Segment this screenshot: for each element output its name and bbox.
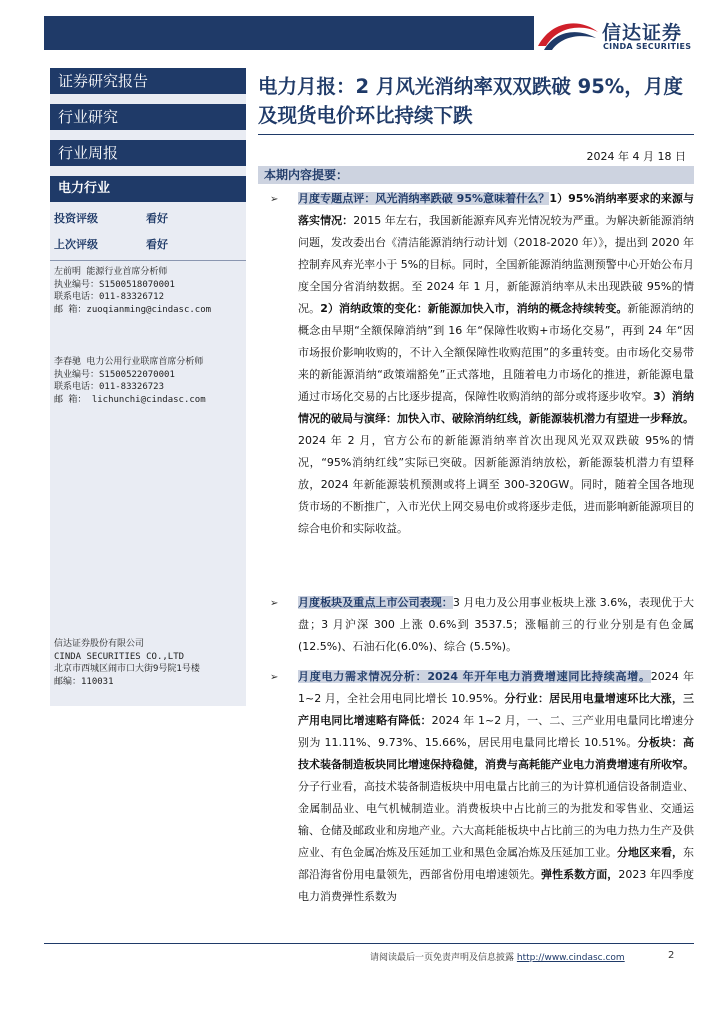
bullet-paragraph	[298, 666, 694, 908]
analyst-email[interactable]: 邮 箱：zuoqianming@cindasc.com	[54, 304, 212, 315]
bullet-text: 2024 年 1~2 月，全社会用电同比增长 10.95%。	[298, 670, 694, 705]
bullet-subhead: 3）消纳情况的破局与演绎：加快入市、破除消纳红线，新能源装机潜力有望进一步释放。	[298, 390, 695, 425]
bullet-arrow-icon: ➢	[270, 598, 279, 609]
bullet-subhead: 分板块：高技术装备制造板块同比增速保持稳健，消费与高耗能产业电力消费增速有所收窄。	[298, 736, 695, 771]
report-type-label: 证券研究报告	[50, 68, 246, 94]
company-info	[54, 638, 246, 688]
header-bar	[44, 16, 534, 50]
bullet-subhead: 1）95%消纳率要求的来源与落实情况：	[298, 192, 694, 227]
website-link[interactable]: http://www.cindasc.com	[516, 953, 625, 963]
company-name-cn: 信达证券股份有限公司	[54, 639, 145, 649]
analyst-block	[54, 266, 246, 316]
prev-rating-label: 上次评级	[54, 238, 98, 251]
company-address: 北京市西城区闹市口大街9号院1号楼	[54, 664, 200, 674]
bullet-subhead: 分地区来看，	[617, 846, 683, 859]
report-series-label: 行业周报	[50, 140, 246, 166]
bullet-text: 2024 年 1~2 月，一、二、三产业用电量同比增速分别为 11.11%、9.73%、15.66%，居民用电量同比增长 10.51%。	[298, 714, 695, 749]
analyst-block	[54, 356, 246, 406]
prev-rating-value: 看好	[146, 238, 168, 251]
disclaimer-text: 请阅读最后一页免责声明及信息披露	[370, 953, 515, 963]
bullet-highlight: 月度专题点评：风光消纳率跌破 95%意味着什么？	[298, 192, 550, 205]
bullet-subhead: 弹性系数方面，	[541, 868, 619, 881]
sidebar-divider	[50, 260, 246, 261]
bullet-highlight: 月度板块及重点上市公司表现：	[298, 596, 453, 609]
bullet-text: 2015 年左右，我国新能源弃风弃光情况较为严重。为解决新能源消纳问题，发改委出台《清洁能源消纳行动计划（2018-2020 年）》，提出到 2020 年控制弃风弃光率小于 5%的目标。同时，全国新能源消纳监测预警中心开始公布月度全国分省消纳数据。至 2024 年 1 月，新能源消纳率从未出现跌破 95%的情况。	[298, 214, 694, 315]
bullet-arrow-icon: ➢	[270, 194, 279, 205]
bullet-paragraph	[298, 592, 694, 658]
logo-text-cn: 信达证券	[602, 22, 683, 44]
logo-text-en: CINDA SECURITIES	[603, 42, 692, 51]
analyst-email[interactable]: 邮 箱： lichunchi@cindasc.com	[54, 394, 206, 405]
bullet-text: 东部沿海省份用电量领先，西部省份用电增速领先。	[298, 846, 694, 881]
analyst-phone: 联系电话：011-83326712	[54, 292, 165, 302]
bullet-text: 分子行业看，高技术装备制造板块中用电量占比前三的为计算机通信设备制造业、金属制品业、电气机械制造业。消费板块中占比前三的为批发和零售业、交通运输、仓储及邮政业和房地产业。六大高耗能板块中占比前三的为电力热力生产及供应业、有色金属冶炼及压延加工业和黑色金属冶炼及压延加工业。	[298, 780, 694, 859]
sidebar	[50, 68, 246, 706]
bullet-subhead: 分行业：居民用电量增速环比大涨，三产用电同比增速略有降低：	[298, 692, 694, 727]
footer-disclaimer	[370, 950, 625, 963]
analyst-cert: 执业编号：S1500518070001	[54, 279, 175, 290]
analyst-name: 李春驰 电力公用行业联席首席分析师	[54, 357, 204, 367]
summary-heading: 本期内容提要：	[258, 166, 694, 184]
cinda-logo-icon	[536, 16, 600, 52]
analyst-name: 左前明 能源行业首席分析师	[54, 267, 168, 277]
report-title: 电力月报：2 月风光消纳率双双跌破 95%，月度及现货电价环比持续下跌	[258, 75, 683, 127]
footer-divider	[44, 943, 694, 944]
title-divider	[258, 134, 694, 135]
bullet-arrow-icon: ➢	[270, 672, 279, 683]
company-postcode: 邮编：110031	[54, 676, 114, 687]
rating-value: 看好	[146, 212, 168, 225]
page-number: 2	[668, 950, 675, 961]
analyst-phone: 联系电话：011-83326723	[54, 382, 165, 392]
industry-label: 电力行业	[50, 176, 246, 202]
report-date: 2024 年 4 月 18 日	[586, 150, 686, 163]
cinda-logo	[536, 14, 706, 54]
bullet-text: 2024 年 2 月，官方公布的新能源消纳率首次出现风光双双跌破 95%的情况，“95%消纳红线”实际已突破。因新能源消纳放松，新能源装机潜力有望释放，2024 年新能源装机预测或将上调至 300-320GW。同时，随着全国各地现货市场的不断推广，入市光伏上网交易电价或将逐步走低，进而影响新能源项目的综合电价和实际收益。	[298, 434, 694, 535]
bullet-text: 2023 年四季度电力消费弹性系数为	[298, 868, 695, 903]
bullet-text: 3 月电力及公用事业板块上涨 3.6%，表现优于大盘；3 月沪深 300 上涨 0.6%到 3537.5；涨幅前三的行业分别是有色金属(12.5%)、石油石化(6.0%)、综合 (5.5%)。	[298, 596, 695, 653]
rating-label: 投资评级	[54, 212, 98, 225]
bullet-text: 新能源消纳的概念由早期“全额保障消纳”到 16 年“保障性收购+市场化交易”，再到 24 年“因市场报价影响收购的，不计入全额保障性收购范围”的多重转变。由市场化交易带来的新能源消纳“政策端豁免”正式落地，且随着电力市场化的推进，新能源电量通过市场化交易的占比逐步提高，保障性收购消纳的部分或将逐步收窄。	[298, 302, 695, 403]
bullet-paragraph	[298, 188, 694, 540]
analyst-cert: 执业编号：S1500522070001	[54, 369, 175, 380]
bullet-subhead: 2）消纳政策的变化：新能源加快入市，消纳的概念持续转变。	[320, 302, 628, 315]
company-name-en: CINDA SECURITIES CO.,LTD	[54, 651, 185, 662]
bullet-highlight: 月度电力需求情况分析：2024 年开年电力消费增速同比持续高增。	[298, 670, 651, 683]
research-type-label: 行业研究	[50, 104, 246, 130]
